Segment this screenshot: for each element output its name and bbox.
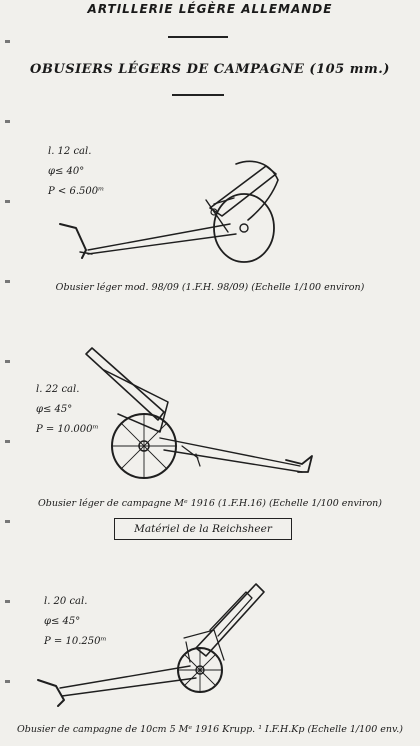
- gun-3-caliber-length: l. 20 cal.: [44, 596, 88, 607]
- gun-1-drawing: [0, 140, 420, 280]
- gun-3-spade: [38, 680, 64, 706]
- gun-1-range: P < 6.500ᵐ: [48, 186, 105, 197]
- gun-2-caliber-length: l. 22 cal.: [36, 384, 80, 395]
- gun-2-caption: Obusier léger de campagne Mᵉ 1916 (1.F.H.16) (Echelle 1/100 environ): [37, 498, 382, 509]
- gun-2-trail: [160, 438, 302, 472]
- gun-1-trail: [80, 224, 236, 254]
- document-title: ARTILLERIE LÉGÈRE ALLEMANDE: [87, 2, 333, 16]
- gun-1-wheel: [214, 194, 274, 262]
- gun-3-trail: [60, 666, 196, 696]
- section-title: OBUSIERS LÉGERS DE CAMPAGNE (105 mm.): [30, 62, 390, 77]
- title-rule: [168, 36, 228, 38]
- gun-3-elevation: φ≤ 45°: [44, 616, 81, 627]
- gun-3-range: P = 10.250ᵐ: [44, 636, 107, 647]
- gun-2-elevation: φ≤ 45°: [36, 404, 73, 415]
- gun-1-recoil: [236, 161, 278, 220]
- gun-3-barrel: [196, 584, 264, 656]
- section-rule: [172, 94, 224, 96]
- gun-3-caption: Obusier de campagne de 10cm 5 Mᵉ 1916 Krupp. ¹ I.F.H.Kp (Echelle 1/100 env.): [17, 724, 403, 735]
- gun-1-caliber-length: l. 12 cal.: [48, 146, 92, 157]
- gun-2-range: P = 10.000ᵐ: [36, 424, 99, 435]
- gun-1-caption: Obusier léger mod. 98/09 (1.F.H. 98/09) (Echelle 1/100 environ): [55, 282, 365, 293]
- gun-3-drawing: [0, 570, 420, 720]
- gun-2-barrel: [86, 348, 164, 420]
- gun-1-elevation: φ≤ 40°: [48, 166, 85, 177]
- gun-2-drawing: [0, 340, 420, 490]
- reichsheer-note: Matériel de la Reichsheer: [114, 518, 292, 540]
